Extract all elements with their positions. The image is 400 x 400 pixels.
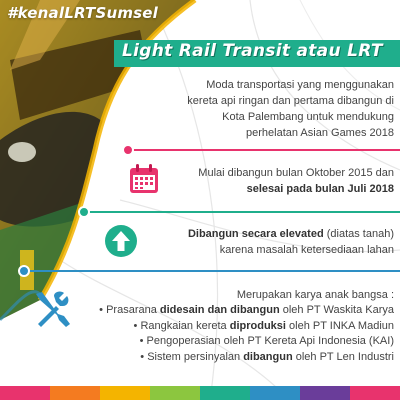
elevated-bold: Dibangun secara elevated bbox=[187, 228, 324, 240]
elevated-reason: karena masalah ketersediaan lahan bbox=[219, 244, 394, 256]
divider-dot-teal bbox=[78, 206, 90, 218]
footer-stripe bbox=[300, 386, 350, 400]
divider-teal bbox=[84, 211, 400, 213]
footer-stripe bbox=[50, 386, 100, 400]
footer-color-stripes bbox=[0, 386, 400, 400]
footer-stripe bbox=[0, 386, 50, 400]
construction-period bbox=[172, 165, 394, 197]
hashtag: #kenalLRTSumsel bbox=[7, 4, 159, 22]
footer-stripe bbox=[150, 386, 200, 400]
footer-stripe bbox=[100, 386, 150, 400]
footer-stripe bbox=[200, 386, 250, 400]
construction-finish: selesai pada bulan Juli 2018 bbox=[246, 183, 394, 195]
divider-pink bbox=[128, 149, 400, 151]
list-item: • Sistem persinyalan dibangun oleh PT Len Industri bbox=[60, 350, 394, 366]
list-item: • Pengoperasian oleh PT Kereta Api Indonesia (KAI) bbox=[60, 334, 394, 350]
arrow-up-circle-icon bbox=[104, 224, 138, 263]
calendar-icon bbox=[128, 163, 160, 200]
list-item: • Rangkaian kereta diproduksi oleh PT INKA Madiun bbox=[60, 319, 394, 335]
footer-stripe bbox=[250, 386, 300, 400]
elevated-note: (diatas tanah) bbox=[323, 228, 394, 240]
divider-dot-pink bbox=[122, 144, 134, 156]
divider-blue bbox=[24, 270, 400, 272]
list-item: • Prasarana didesain dan dibangun oleh PT Waskita Karya bbox=[60, 303, 394, 319]
intro-description: Moda transportasi yang menggunakan kereta api ringan dan pertama dibangun di Kota Palembang untuk mendukung perhelatan Asian Games 2018 bbox=[187, 79, 394, 139]
made-by-nation-intro: Merupakan karya anak bangsa : bbox=[236, 289, 394, 301]
page-title: Light Rail Transit atau LRT bbox=[122, 41, 383, 61]
divider-dot-blue bbox=[18, 265, 30, 277]
footer-stripe bbox=[350, 386, 400, 400]
construction-start: Mulai dibangun bulan Oktober 2015 dan bbox=[198, 167, 394, 179]
contractor-list bbox=[60, 303, 394, 365]
elevated-description bbox=[172, 226, 394, 258]
